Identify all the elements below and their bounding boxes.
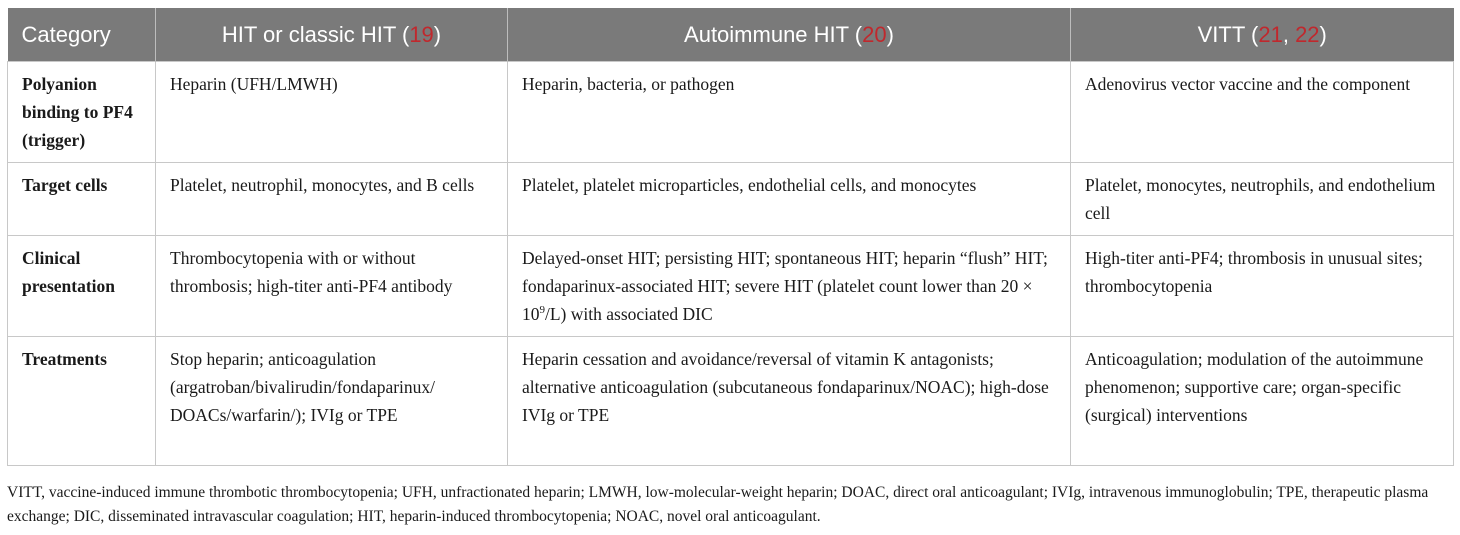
header-hit-label: HIT or classic HIT ( [221, 21, 410, 47]
table-footnote: VITT, vaccine-induced immune thrombotic thrombocytopenia; UFH, unfractionated heparin; LMWH, low-molecular-weight heparin; DOAC, direct oral anticoagulant; IVIg, intravenous immunoglobulin; TPE, therapeutic plasma exchange; DIC, disseminated intravascular coagulation; HIT, heparin-induced thrombocytopenia; NOAC, novel oral anticoagulant. [7, 484, 1429, 525]
header-category: Category [8, 8, 156, 62]
table-body [8, 62, 1454, 466]
header-hit-close: ) [433, 21, 442, 47]
header-hit [156, 8, 508, 62]
header-autoimmune-close: ) [886, 21, 894, 47]
reference-link-21[interactable]: 21 [1258, 21, 1283, 47]
cell-vitt-treatments: Anticoagulation; modulation of the autoimmune phenomenon; supportive care; organ-specific (surgical) interventions [1071, 337, 1454, 466]
table-row [8, 163, 1454, 236]
header-vitt-close: ) [1319, 21, 1327, 47]
cell-hit-trigger: Heparin (UFH/LMWH) [156, 62, 508, 163]
cell-autoimmune-target-cells: Platelet, platelet microparticles, endothelial cells, and monocytes [508, 163, 1071, 236]
header-autoimmune-hit [508, 8, 1071, 62]
cell-autoimmune-clinical-presentation [508, 236, 1071, 337]
row-category-trigger: Polyanion binding to PF4 (trigger) [8, 62, 156, 163]
cell-hit-treatments: Stop heparin; anticoagulation (argatroban/bivalirudin/fondaparinux/ DOACs/warfarin/); IVIg or TPE [156, 337, 508, 466]
cell-vitt-target-cells: Platelet, monocytes, neutrophils, and endothelium cell [1071, 163, 1454, 236]
exponent-superscript: 9 [539, 304, 545, 317]
header-vitt [1071, 8, 1454, 62]
autoimmune-presentation-text: Delayed-onset HIT; persisting HIT; spontaneous HIT; heparin “flush” HIT; fondaparinux-associated HIT; severe HIT (platelet count lower than 20 × 10 [522, 248, 1048, 324]
row-category-target-cells: Target cells [8, 163, 156, 236]
header-autoimmune-label: Autoimmune HIT ( [684, 21, 863, 47]
cell-vitt-trigger: Adenovirus vector vaccine and the component [1071, 62, 1454, 163]
row-category-clinical-presentation: Clinical presentation [8, 236, 156, 337]
cell-autoimmune-treatments: Heparin cessation and avoidance/reversal of vitamin K antagonists; alternative anticoagulation (subcutaneous fondaparinux/NOAC); high-dose IVIg or TPE [508, 337, 1071, 466]
comparison-table-container [7, 8, 1453, 466]
cell-autoimmune-trigger: Heparin, bacteria, or pathogen [508, 62, 1071, 163]
reference-link-22[interactable]: 22 [1295, 21, 1320, 47]
table-header [8, 8, 1454, 62]
reference-link-20[interactable]: 20 [862, 21, 887, 47]
table-row [8, 337, 1454, 466]
row-category-treatments: Treatments [8, 337, 156, 466]
table-row [8, 236, 1454, 337]
table-row [8, 62, 1454, 163]
cell-hit-target-cells: Platelet, neutrophil, monocytes, and B cells [156, 163, 508, 236]
comparison-table [7, 8, 1454, 466]
header-vitt-separator: , [1282, 21, 1296, 47]
header-vitt-label: VITT ( [1197, 21, 1259, 47]
cell-vitt-clinical-presentation: High-titer anti-PF4; thrombosis in unusual sites; thrombocytopenia [1071, 236, 1454, 337]
autoimmune-presentation-text-end: /L) with associated DIC [545, 304, 713, 324]
reference-link-19[interactable]: 19 [409, 21, 434, 47]
cell-hit-clinical-presentation: Thrombocytopenia with or without thrombosis; high-titer anti-PF4 antibody [156, 236, 508, 337]
